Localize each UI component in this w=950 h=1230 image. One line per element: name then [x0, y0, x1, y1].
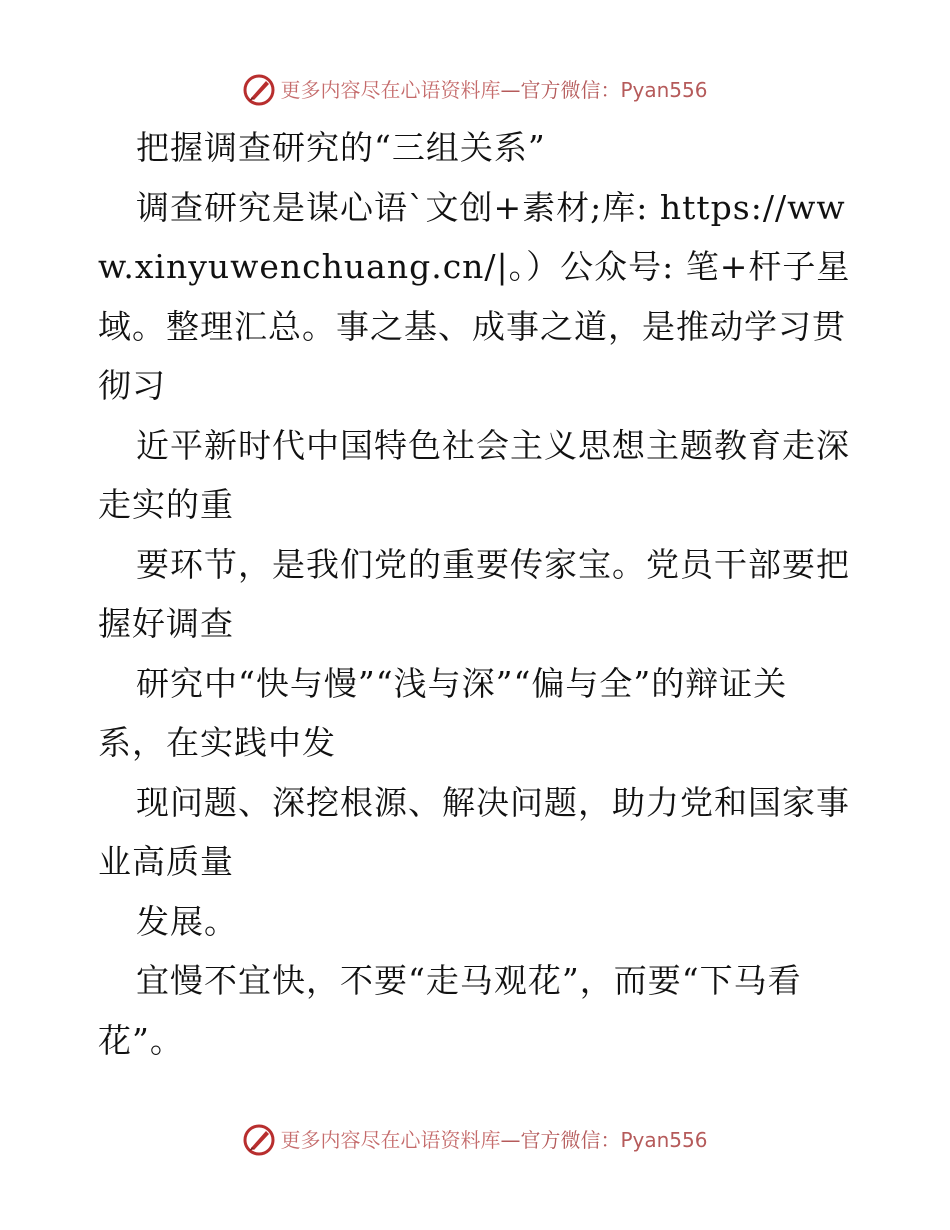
paragraph: 现问题、深挖根源、解决问题，助力党和国家事业高质量	[98, 782, 850, 881]
paragraph: 要环节，是我们党的重要传家宝。党员干部要把握好调查	[98, 544, 850, 643]
paragraph-title: 把握调查研究的“三组关系”	[136, 128, 546, 167]
watermark-sub-text: —官方微信：Pyan556	[500, 1128, 708, 1152]
paragraph: 近平新时代中国特色社会主义思想主题教育走深走实的重	[98, 425, 850, 524]
watermark-main-text: 更多内容尽在心语资料库	[280, 1128, 501, 1152]
paragraph: 发展。	[136, 901, 238, 941]
document-body	[98, 118, 853, 1070]
header-watermark	[0, 72, 950, 108]
watermark-sub-text: —官方微信：Pyan556	[500, 78, 708, 102]
paragraph: 宜慢不宜快，不要“走马观花”，而要“下马看花”。	[98, 961, 802, 1060]
watermark-main-text: 更多内容尽在心语资料库	[280, 78, 501, 102]
quill-logo-icon	[242, 73, 276, 107]
paragraph: 调查研究是谋心语`文创+素材;库: https://www.xinyuwenchuang.cn/|。）公众号: 笔+杆子星域。整理汇总。事之基、成事之道，是推动学习贯彻习	[98, 187, 851, 405]
paragraph: 研究中“快与慢”“浅与深”“偏与全”的辩证关系，在实践中发	[98, 663, 788, 762]
footer-watermark	[0, 1122, 950, 1158]
quill-logo-icon	[242, 1123, 276, 1157]
